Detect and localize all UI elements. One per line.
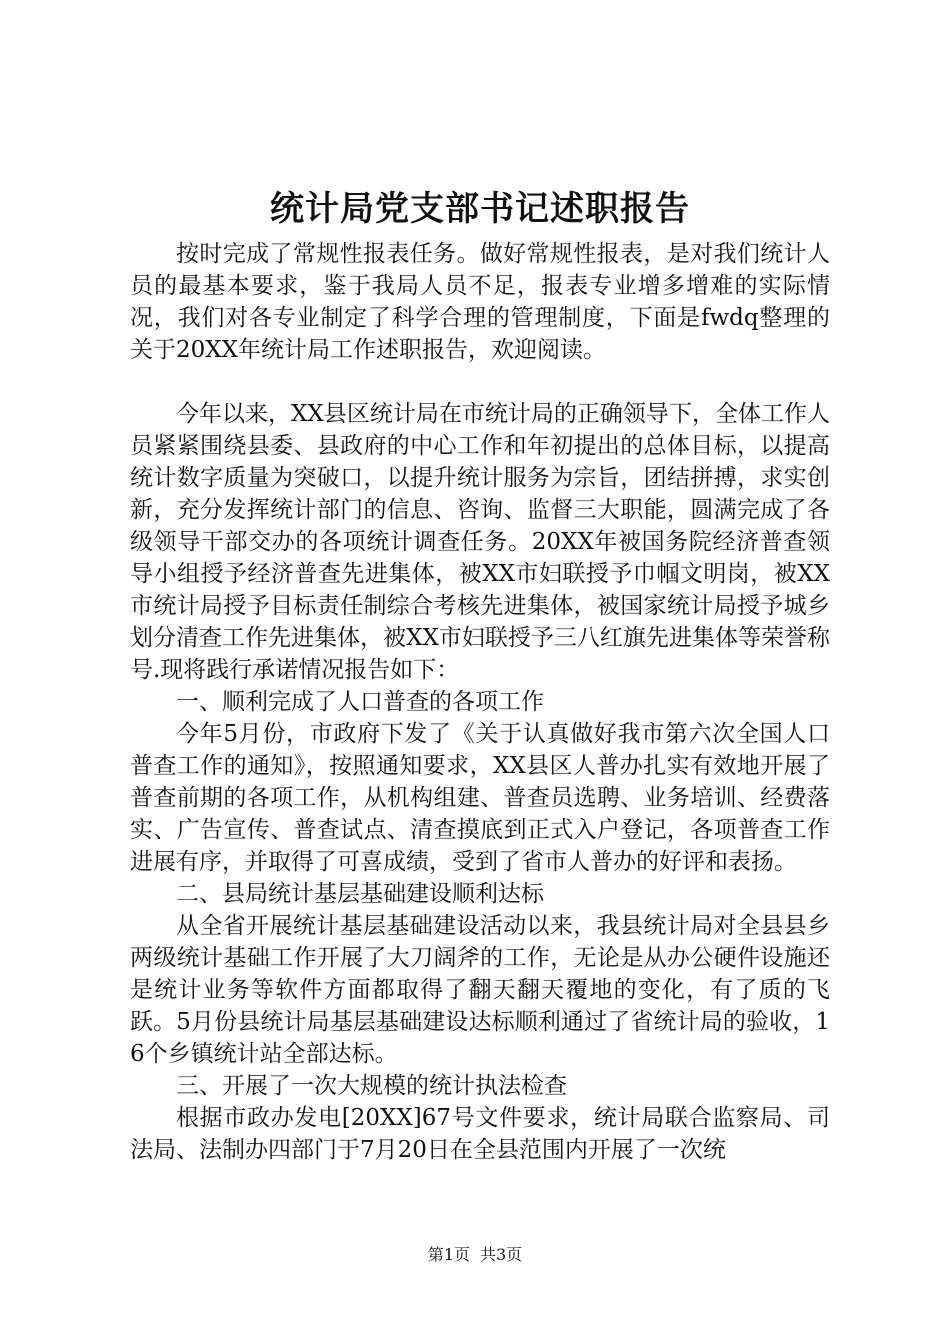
body-paragraph: 今年5月份，市政府下发了《关于认真做好我市第六次全国人口普查工作的通知》，按照通知要求，XX县区人普办扎实有效地开展了普查前期的各项工作，从机构组建、普查员选聘、业务培训、经费落实、广告宣传、普查试点、清查摸底到正式入户登记，各项普查工作进展有序，并取得了可喜成绩，受到了省市人普办的好评和表扬。 [130,721,830,875]
document-page [130,182,830,1166]
section-heading-3: 三、开展了一次大规模的统计执法检查 [176,1073,567,1099]
section-heading-1: 一、顺利完成了人口普查的各项工作 [176,689,544,715]
document-title: 统计局党支部书记述职报告 [270,189,690,229]
intro-paragraph: 按时完成了常规性报表任务。做好常规性报表，是对我们统计人员的最基本要求，鉴于我局人员不足，报表专业增多增难的实际情况，我们对各专业制定了科学合理的管理制度，下面是fwdq整理的关于20XX年统计局工作述职报告，欢迎阅读。 [130,241,830,363]
body-paragraph: 根据市政办发电[20XX]67号文件要求，统计局联合监察局、司法局、法制办四部门于7月20日在全县范围内开展了一次统 [130,1105,830,1163]
page-footer [0,1244,950,1266]
page-total: 共3页 [480,1245,523,1264]
page-number: 第1页 [427,1245,470,1264]
section-heading-2: 二、县局统计基层基础建设顺利达标 [176,881,544,907]
paragraph-gap [130,366,830,398]
body-paragraph: 从全省开展统计基层基础建设活动以来，我县统计局对全县县乡两级统计基础工作开展了大刀阔斧的工作，无论是从办公硬件设施还是统计业务等软件方面都取得了翻天翻天覆地的变化，有了质的飞跃。5月份县统计局基层基础建设达标顺利通过了省统计局的验收，16个乡镇统计站全部达标。 [130,913,830,1067]
body-paragraph: 今年以来，XX县区统计局在市统计局的正确领导下，全体工作人员紧紧围绕县委、县政府的中心工作和年初提出的总体目标，以提高统计数字质量为突破口，以提升统计服务为宗旨，团结拼搏，求实创新，充分发挥统计部门的信息、咨询、监督三大职能，圆满完成了各级领导干部交办的各项统计调查任务。20XX年被国务院经济普查领导小组授予经济普查先进集体，被XX市妇联授予巾帼文明岗，被XX市统计局授予目标责任制综合考核先进集体，被国家统计局授予城乡划分清查工作先进集体，被XX市妇联授予三八红旗先进集体等荣誉称号.现将践行承诺情况报告如下： [130,401,830,683]
